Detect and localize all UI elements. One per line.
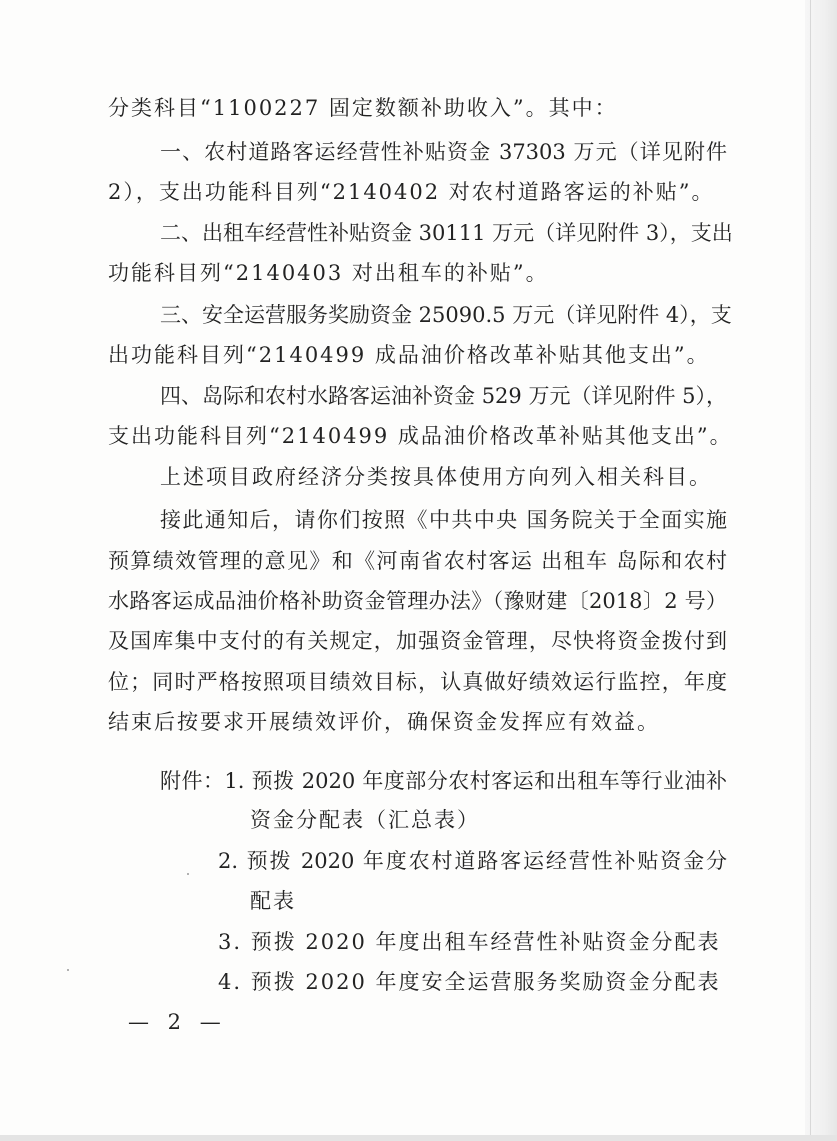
body-line-5: 功能科目列“2140403 对出租车的补贴”。: [108, 261, 549, 285]
body-line-11: 接此通知后，请你们按照《中共中央 国务院关于全面实施: [160, 508, 727, 532]
body-line-3: 2），支出功能科目列“2140402 对农村道路客运的补贴”。: [108, 180, 715, 204]
body-line-8: 四、岛际和农村水路客运油补资金 529 万元（详见附件 5），: [160, 384, 727, 408]
attachment-line-1: 附件：1. 预拨 2020 年度部分农村客运和出租车等行业油补: [160, 769, 727, 793]
body-line-6: 三、安全运营服务奖励资金 25090.5 万元（详见附件 4），支: [160, 303, 732, 327]
attachment-line-6: 4. 预拨 2020 年度安全运营服务奖励资金分配表: [218, 970, 721, 994]
scan-speck: [187, 873, 189, 875]
body-line-14: 及国库集中支付的有关规定，加强资金管理，尽快将资金拨付到: [108, 629, 727, 653]
body-line-15: 位；同时严格按照项目绩效目标，认真做好绩效运行监控，年度: [108, 670, 727, 694]
body-line-7: 出功能科目列“2140499 成品油价格改革补贴其他支出”。: [108, 343, 710, 367]
page-number: — 2 —: [128, 1010, 227, 1034]
attachment-line-4: 配表: [250, 889, 296, 913]
scan-speck: [67, 969, 69, 971]
body-line-1: 分类科目“1100227 固定数额补助收入”。其中：: [108, 96, 618, 120]
page-bottom-edge: [0, 1135, 837, 1141]
body-line-2: 一、农村道路客运经营性补贴资金 37303 万元（详见附件: [160, 140, 727, 164]
body-line-9: 支出功能科目列“2140499 成品油价格改革补贴其他支出”。: [108, 424, 733, 448]
body-line-13: 水路客运成品油价格补助资金管理办法》（豫财建〔2018〕2 号）: [108, 589, 727, 613]
attachment-line-2: 资金分配表（汇总表）: [250, 808, 480, 832]
body-line-12: 预算绩效管理的意见》和《河南省农村客运 出租车 岛际和农村: [108, 549, 727, 573]
body-line-10: 上述项目政府经济分类按具体使用方向列入相关科目。: [160, 465, 712, 489]
body-line-4: 二、出租车经营性补贴资金 30111 万元（详见附件 3），支出: [160, 221, 733, 245]
attachment-line-3: 2. 预拨 2020 年度农村道路客运经营性补贴资金分: [218, 849, 727, 873]
attachment-line-5: 3. 预拨 2020 年度出租车经营性补贴资金分配表: [218, 930, 721, 954]
body-line-16: 结束后按要求开展绩效评价，确保资金发挥应有效益。: [108, 710, 660, 734]
page-fold-line: [810, 0, 811, 1141]
